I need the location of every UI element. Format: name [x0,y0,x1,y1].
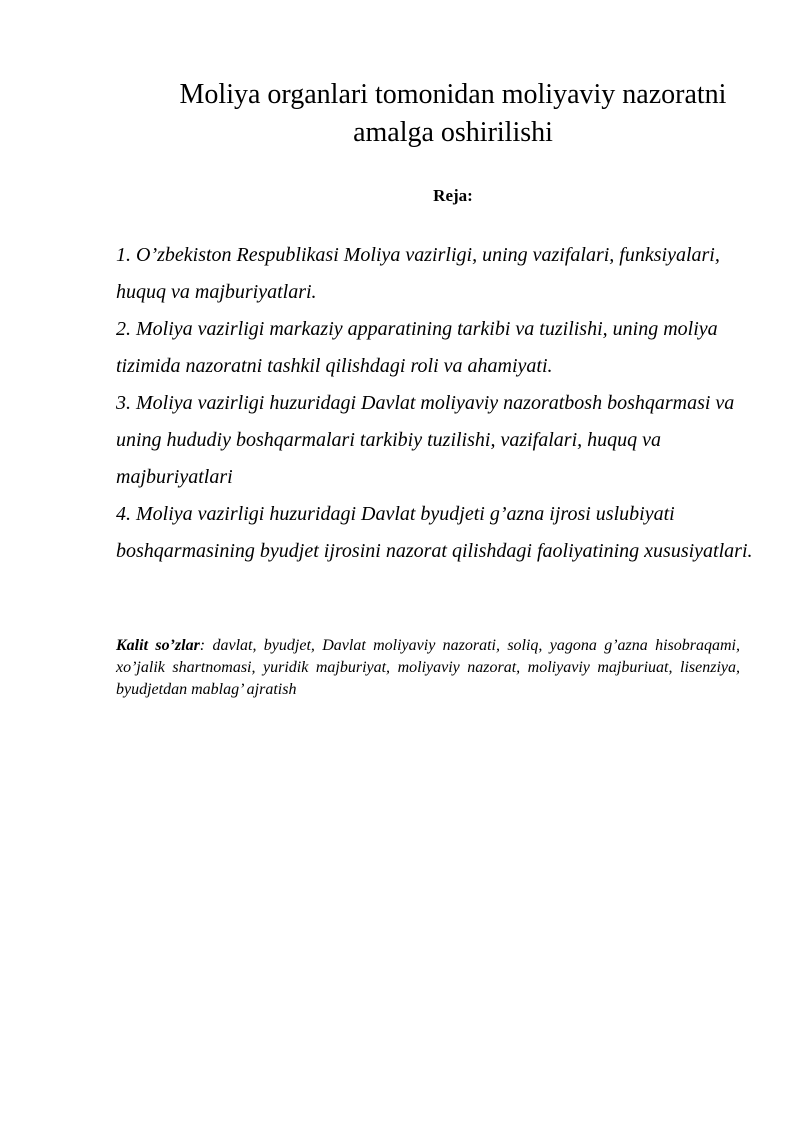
plan-item: 2. Moliya vazirligi markaziy apparatining tarkibi va tuzilishi, uning moliya tizimida nazoratni tashkil qilishdagi roli va ahamiyati. [116,318,718,377]
keywords-label: Kalit so’zlar [116,637,200,654]
plan-list [116,237,756,570]
plan-item: 1. O’zbekiston Respublikasi Moliya vazirligi, uning vazifalari, funksiyalari, huquq va majburiyatlari. [116,244,720,303]
plan-heading: Reja: [433,186,473,205]
keywords-text: : davlat, byudjet, Davlat moliyaviy nazorati, soliq, yagona g’azna hisobraqami, xo’jalik shartnomasi, yuridik majburiyat, moliyaviy nazorat, moliyaviy majburiuat, lisenziya, byudjetdan mablag’ ajratish [116,637,740,698]
keywords-paragraph [116,635,740,701]
plan-item: 4. Moliya vazirligi huzuridagi Davlat byudjeti g’azna ijrosi uslubiyati boshqarmasining byudjet ijrosini nazorat qilishdagi faoliyatining xususiyatlari. [116,503,753,562]
document-title: Moliya organlari tomonidan moliyaviy nazoratni amalga oshirilishi [179,79,727,148]
plan-item: 3. Moliya vazirligi huzuridagi Davlat moliyaviy nazoratbosh boshqarmasi va uning hududiy boshqarmalari tarkibiy tuzilishi, vazifalari, huquq va majburiyatlari [116,392,735,488]
